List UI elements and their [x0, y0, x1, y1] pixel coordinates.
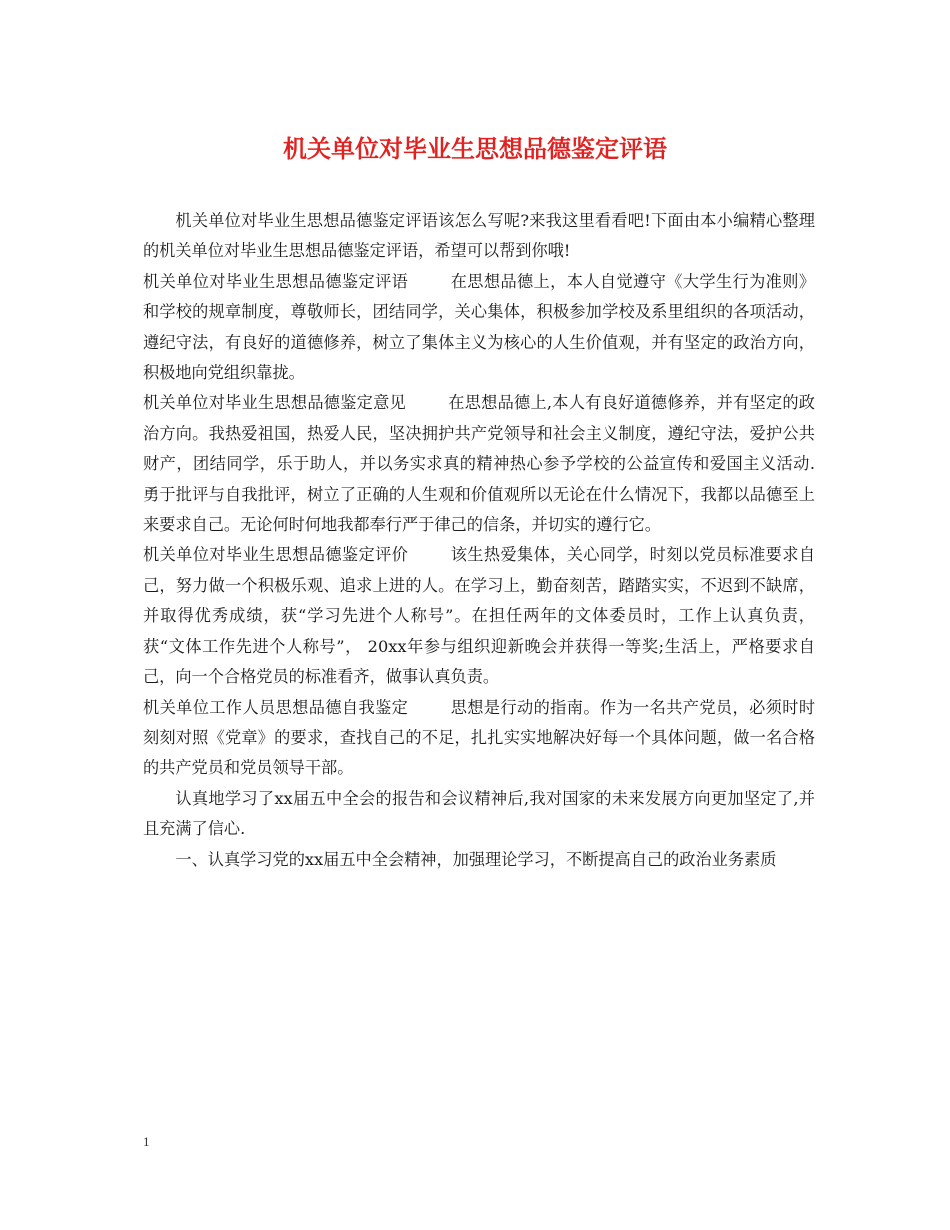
section-text: 在思想品德上,本人有良好道德修养，并有坚定的政治方向。我热爱祖国，热爱人民，坚决拥护共产党领导和社会主义制度，遵纪守法，爱护公共财产，团结同学，乐于助人，并以务实求真的精神热心参予学校的公益宣传和爱国主义活动. 勇于批评与自我批评，树立了正确的人生观和价值观所以无论在什么情况下，我都以品德至上来要求自己。无论何时何地我都奉行严于律己的信条，并切实的遵行它。	[143, 393, 815, 535]
document-title: 机关单位对毕业生思想品德鉴定评语	[283, 134, 667, 163]
section-text: 在思想品德上，本人自觉遵守《大学生行为准则》和学校的规章制度，尊敬师长，团结同学，关心集体，积极参加学校及系里组织的各项活动，遵纪守法，有良好的道德修养，树立了集体主义为核心的人生价值观，并有坚定的政治方向，积极地向党组织靠拢。	[143, 271, 816, 383]
intro-paragraph: 机关单位对毕业生思想品德鉴定评语该怎么写呢?来我这里看看吧!下面由本小编精心整理的机关单位对毕业生思想品德鉴定评语，希望可以帮到你哦!	[143, 211, 815, 261]
section-heading: 机关单位对毕业生思想品德鉴定评价	[143, 545, 409, 565]
section-paragraph	[143, 693, 815, 784]
document-body	[143, 206, 815, 875]
closing-paragraph: 一、认真学习党的xx届五中全会精神，加强理论学习，不断提高自己的政治业务素质	[175, 849, 777, 869]
section-heading: 机关单位对毕业生思想品德鉴定评语	[143, 271, 409, 291]
section-heading: 机关单位对毕业生思想品德鉴定意见	[143, 393, 406, 413]
page-number: 1	[143, 1134, 150, 1149]
section-paragraph	[143, 267, 815, 389]
section-paragraph	[143, 388, 815, 540]
closing-paragraph: 认真地学习了xx届五中全会的报告和会议精神后,我对国家的未来发展方向更加坚定了,并且充满了信心.	[143, 788, 815, 839]
section-heading: 机关单位工作人员思想品德自我鉴定	[143, 697, 409, 717]
section-text: 思想是行动的指南。作为一名共产党员，必须时时刻刻对照《党章》的要求，查找自己的不足，扎扎实实地解决好每一个具体问题，做一名合格的共产党员和党员领导干部。	[143, 697, 816, 778]
section-paragraph	[143, 540, 815, 692]
section-text: 该生热爱集体，关心同学，时刻以党员标准要求自己，努力做一个积极乐观、追求上进的人。在学习上，勤奋刻苦，踏踏实实，不迟到不缺席，并取得优秀成绩，获“学习先进个人称号”。在担任两年的文体委员时，工作上认真负责，获“文体工作先进个人称号”， 20xx年参与组织迎新晚会并获得一等奖;生活上，严格要求自己，向一个合格党员的标准看齐，做事认真负责。	[143, 545, 816, 687]
